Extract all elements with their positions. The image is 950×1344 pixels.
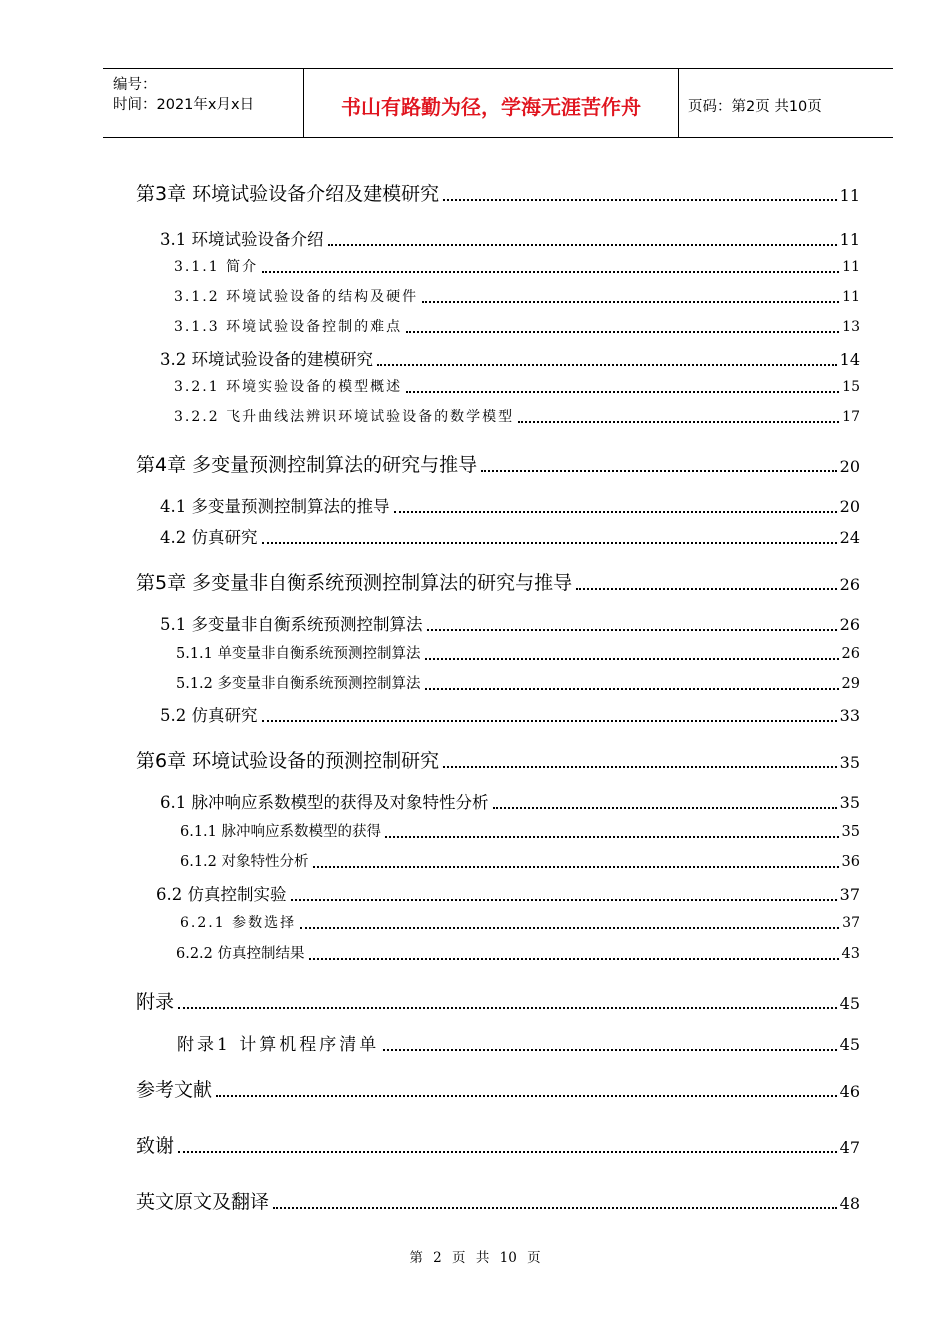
toc-leader-dots (518, 420, 839, 423)
toc-entry-page-number: 11 (839, 230, 860, 249)
toc-entry-title: 英文原文及翻译 (136, 1187, 271, 1214)
toc-entry-title: 致谢 (136, 1131, 176, 1158)
toc-entry-page-number: 14 (839, 350, 860, 369)
toc-entry-title: 参考文献 (136, 1075, 214, 1102)
page-footer: 第 2 页 共 10 页 (409, 1250, 541, 1266)
toc-entry[interactable] (0, 376, 950, 402)
header-motto: 书山有路勤为径，学海无涯苦作舟 (341, 95, 641, 119)
toc-entry-page-number: 37 (842, 915, 860, 931)
toc-entry-page-number: 35 (839, 753, 860, 772)
toc-leader-dots (406, 330, 839, 333)
toc-entry[interactable] (0, 256, 950, 282)
toc-entry[interactable] (0, 226, 950, 252)
toc-entry-page-number: 17 (842, 409, 860, 425)
toc-entry[interactable] (0, 493, 950, 519)
toc-entry-title: 4.2 仿真研究 (160, 524, 260, 548)
toc-entry-title: 3.2.1 环境实验设备的模型概述 (174, 376, 404, 396)
toc-entry-page-number: 24 (839, 528, 860, 547)
toc-entry-page-number: 11 (839, 186, 860, 205)
toc-entry-page-number: 26 (839, 575, 860, 594)
toc-entry-page-number: 45 (839, 994, 860, 1013)
toc-entry[interactable] (0, 881, 950, 907)
toc-entry[interactable] (0, 746, 950, 772)
toc-entry-page-number: 46 (839, 1082, 860, 1101)
number-label: 编号： (113, 77, 157, 93)
toc-leader-dots (422, 300, 839, 303)
toc-entry[interactable] (0, 406, 950, 432)
toc-entry-page-number: 35 (839, 793, 860, 812)
toc-entry[interactable] (0, 702, 950, 728)
time-label: 时间：2021年x月x日 (113, 97, 255, 113)
toc-leader-dots (493, 806, 837, 809)
toc-entry-title: 3.1.1 简介 (174, 256, 260, 276)
toc-entry-page-number: 11 (842, 289, 860, 305)
toc-entry[interactable] (0, 672, 950, 698)
toc-entry-title: 6.1.2 对象特性分析 (180, 850, 311, 871)
toc-entry-page-number: 15 (842, 379, 860, 395)
toc-entry-title: 第4章 多变量预测控制算法的研究与推导 (136, 450, 479, 477)
toc-entry[interactable] (0, 316, 950, 342)
toc-entry[interactable] (0, 1187, 950, 1213)
toc-entry[interactable] (0, 524, 950, 550)
toc-entry[interactable] (0, 1131, 950, 1157)
toc-entry-title: 6.2 仿真控制实验 (156, 881, 289, 905)
toc-entry-title: 3.1 环境试验设备介绍 (160, 226, 326, 250)
document-header (103, 68, 893, 138)
toc-entry-title: 6.1.1 脉冲响应系数模型的获得 (180, 820, 383, 841)
toc-entry[interactable] (0, 611, 950, 637)
toc-entry-title: 3.1.2 环境试验设备的结构及硬件 (174, 286, 420, 306)
toc-entry-title: 6.1 脉冲响应系数模型的获得及对象特性分析 (160, 789, 491, 813)
toc-entry[interactable] (0, 820, 950, 846)
toc-leader-dots (262, 719, 837, 722)
header-page-info: 页码：第2页 共10页 (688, 99, 822, 115)
toc-entry-page-number: 33 (839, 706, 860, 725)
toc-entry-page-number: 43 (841, 946, 860, 962)
toc-leader-dots (385, 835, 839, 838)
toc-leader-dots (576, 587, 837, 590)
header-middle-cell (303, 69, 679, 137)
header-right-cell (678, 69, 893, 137)
toc-leader-dots (394, 510, 837, 513)
toc-entry-page-number: 37 (839, 885, 860, 904)
toc-entry-page-number: 26 (841, 646, 860, 662)
toc-entry-page-number: 35 (841, 824, 860, 840)
toc-leader-dots (377, 363, 837, 366)
toc-entry[interactable] (0, 789, 950, 815)
toc-entry-page-number: 11 (842, 259, 860, 275)
toc-leader-dots (262, 270, 839, 273)
toc-entry[interactable] (0, 286, 950, 312)
toc-leader-dots (481, 469, 837, 472)
toc-entry-title: 6.2.2 仿真控制结果 (176, 942, 307, 963)
toc-entry-title: 5.2 仿真研究 (160, 702, 260, 726)
toc-entry[interactable] (0, 987, 950, 1013)
toc-entry-page-number: 13 (842, 319, 860, 335)
toc-entry[interactable] (0, 1075, 950, 1101)
toc-entry-page-number: 20 (839, 457, 860, 476)
toc-entry-title: 第6章 环境试验设备的预测控制研究 (136, 746, 441, 773)
toc-leader-dots (273, 1206, 837, 1209)
toc-entry[interactable] (0, 912, 950, 938)
toc-entry-title: 4.1 多变量预测控制算法的推导 (160, 493, 392, 517)
toc-entry-page-number: 29 (841, 676, 860, 692)
toc-entry[interactable] (0, 642, 950, 668)
toc-leader-dots (291, 898, 837, 901)
toc-leader-dots (309, 957, 839, 960)
toc-entry-title: 6.2.1 参数选择 (180, 912, 298, 932)
toc-entry-title: 5.1.1 单变量非自衡系统预测控制算法 (176, 642, 423, 663)
toc-entry-page-number: 47 (839, 1138, 860, 1157)
toc-leader-dots (383, 1048, 837, 1051)
toc-leader-dots (262, 541, 837, 544)
toc-entry-page-number: 45 (839, 1035, 860, 1054)
toc-entry-page-number: 26 (839, 615, 860, 634)
toc-entry-title: 第3章 环境试验设备介绍及建模研究 (136, 179, 441, 206)
toc-entry-title: 3.1.3 环境试验设备控制的难点 (174, 316, 404, 336)
toc-entry[interactable] (0, 1030, 950, 1056)
toc-entry-page-number: 36 (841, 854, 860, 870)
toc-leader-dots (443, 765, 837, 768)
toc-leader-dots (425, 687, 839, 690)
toc-entry[interactable] (0, 568, 950, 594)
toc-entry[interactable] (0, 942, 950, 968)
toc-entry[interactable] (0, 179, 950, 205)
toc-entry[interactable] (0, 450, 950, 476)
toc-leader-dots (178, 1006, 837, 1009)
toc-entry-page-number: 48 (839, 1194, 860, 1213)
toc-leader-dots (427, 628, 837, 631)
toc-entry[interactable] (0, 346, 950, 372)
toc-entry-title: 附录 (136, 987, 176, 1014)
header-left-cell (103, 69, 303, 137)
toc-leader-dots (328, 243, 837, 246)
toc-leader-dots (425, 657, 839, 660)
toc-entry-title: 3.2 环境试验设备的建模研究 (160, 346, 375, 370)
toc-leader-dots (178, 1150, 837, 1153)
toc-entry-title: 5.1 多变量非自衡系统预测控制算法 (160, 611, 425, 635)
toc-leader-dots (300, 926, 839, 929)
toc-entry-title: 附录1 计算机程序清单 (177, 1030, 381, 1055)
toc-leader-dots (216, 1094, 837, 1097)
toc-leader-dots (313, 865, 839, 868)
toc-leader-dots (443, 198, 837, 201)
toc-leader-dots (406, 390, 839, 393)
toc-entry-title: 3.2.2 飞升曲线法辨识环境试验设备的数学模型 (174, 406, 516, 426)
toc-entry-title: 5.1.2 多变量非自衡系统预测控制算法 (176, 672, 423, 693)
toc-entry-page-number: 20 (839, 497, 860, 516)
toc-entry[interactable] (0, 850, 950, 876)
toc-entry-title: 第5章 多变量非自衡系统预测控制算法的研究与推导 (136, 568, 574, 595)
